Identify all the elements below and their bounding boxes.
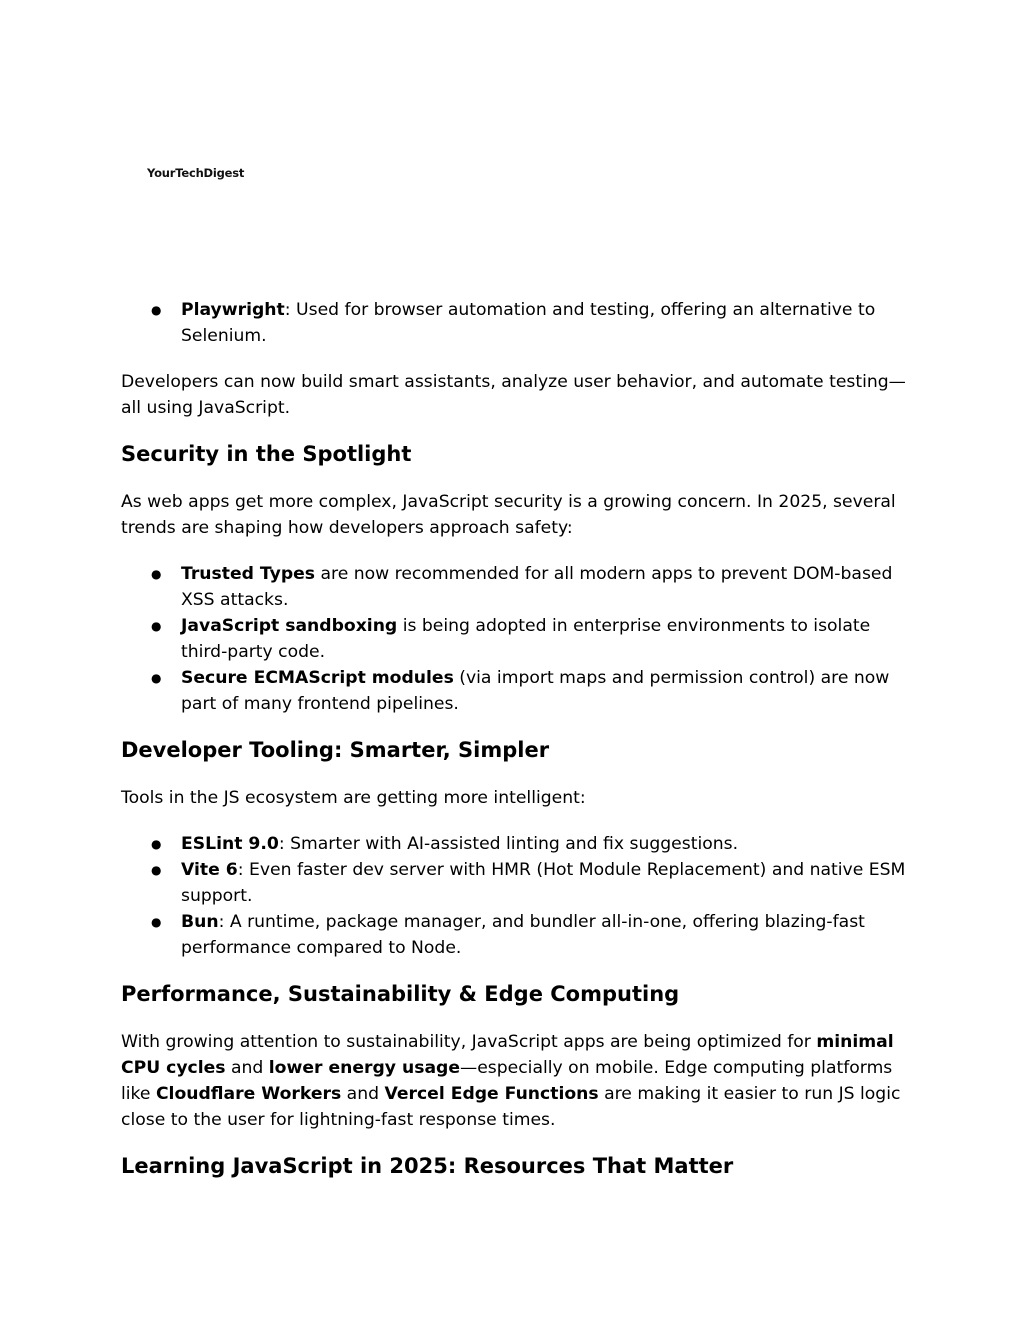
section-heading-learning: Learning JavaScript in 2025: Resources That Matter — [121, 1154, 734, 1178]
tooling-list — [121, 831, 911, 961]
paragraph-performance: With growing attention to sustainability, JavaScript apps are being optimized for minimal CPU cycles and lower energy usage—especially on mobile. Edge computing platforms like Cloudflare Workers and Vercel Edge Functions are making it easier to run JS logic close to the user for lightning-fast response times. — [121, 1032, 901, 1130]
list-item-term: JavaScript sandboxing — [181, 616, 398, 636]
list-item-term: Bun — [181, 912, 219, 932]
ai-tools-list — [121, 297, 911, 349]
list-item: ● Playwright: Used for browser automation and testing, offering an alternative to Selenium. — [121, 297, 911, 349]
list-item-text: is being adopted in enterprise environments to isolate third-party code. — [181, 616, 871, 662]
list-item — [121, 561, 911, 613]
section-heading-tooling: Developer Tooling: Smarter, Simpler — [121, 738, 550, 762]
list-item: ● Vite 6: Even faster dev server with HMR (Hot Module Replacement) and native ESM support. — [121, 857, 911, 909]
list-item-term: Trusted Types — [181, 564, 316, 584]
list-item: ● Bun: A runtime, package manager, and bundler all-in-one, offering blazing-fast performance compared to Node. — [121, 909, 911, 961]
list-item-term: Vite 6 — [181, 860, 238, 880]
list-item-term: Playwright — [181, 300, 285, 320]
paragraph: Developers can now build smart assistants, analyze user behavior, and automate testing—all using JavaScript. — [121, 372, 906, 418]
site-logo: YourTechDigest — [147, 166, 245, 180]
list-item-text: Even faster dev server with HMR (Hot Module Replacement) and native ESM support. — [181, 860, 906, 906]
list-item-text: A runtime, package manager, and bundler all-in-one, offering blazing-fast performance compared to Node. — [181, 912, 865, 958]
list-item-term: ESLint 9.0 — [181, 834, 279, 854]
security-list — [121, 561, 911, 717]
list-item-text: Used for browser automation and testing, offering an alternative to Selenium. — [181, 300, 876, 346]
list-item-text: are now recommended for all modern apps to prevent DOM-based XSS attacks. — [181, 564, 893, 610]
list-item-term: Secure ECMAScript modules — [181, 668, 454, 688]
paragraph: As web apps get more complex, JavaScript security is a growing concern. In 2025, several trends are shaping how developers approach safety: — [121, 492, 896, 538]
paragraph: Tools in the JS ecosystem are getting more intelligent: — [121, 788, 586, 808]
section-heading-security: Security in the Spotlight — [121, 442, 412, 466]
list-item — [121, 613, 911, 665]
list-item-text: Smarter with AI-assisted linting and fix suggestions. — [290, 834, 739, 854]
article-body — [121, 297, 911, 1201]
list-item-text: (via import maps and permission control) are now part of many frontend pipelines. — [181, 668, 890, 714]
list-item: ● ESLint 9.0: Smarter with AI-assisted linting and fix suggestions. — [121, 831, 911, 857]
list-item — [121, 665, 911, 717]
section-heading-performance: Performance, Sustainability & Edge Computing — [121, 982, 680, 1006]
